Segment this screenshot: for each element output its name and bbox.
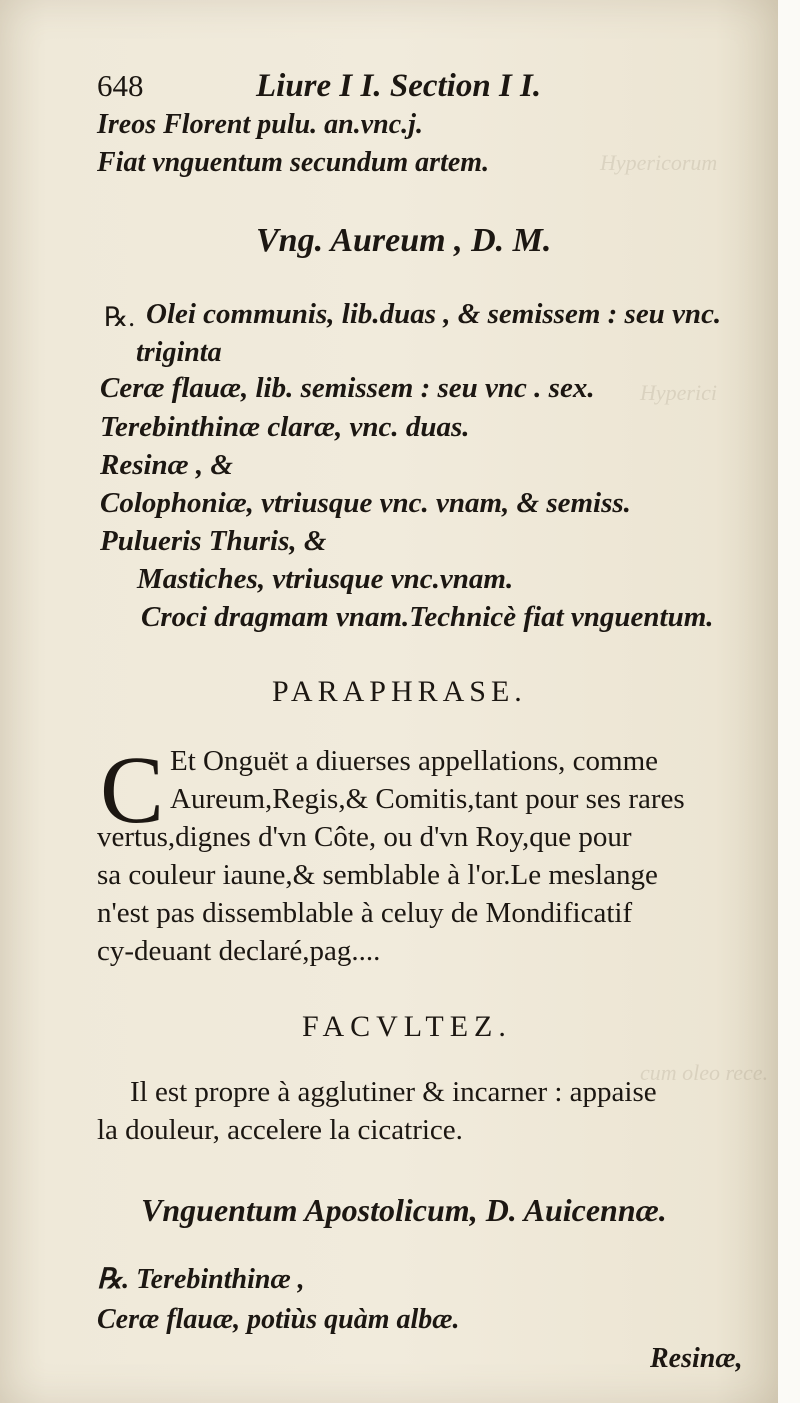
ingredient-line: Mastiches, vtriusque vnc.vnam.	[137, 563, 514, 595]
paraphrase-line: sa couleur iaune,& semblable à l'or.Le meslange	[97, 859, 658, 891]
text-line: Ireos Florent pulu. an.vnc.j.	[97, 109, 423, 140]
ingredient-line: ℞. Terebinthinæ ,	[97, 1264, 305, 1295]
paraphrase-line: vertus,dignes d'vn Côte, ou d'vn Roy,que pour	[97, 821, 632, 853]
drop-cap: C	[100, 736, 165, 843]
paraphrase-line: n'est pas dissemblable à celuy de Mondificatif	[97, 897, 633, 929]
ingredient-line: Ceræ flauæ, potiùs quàm albæ.	[97, 1304, 460, 1335]
paraphrase-line: Aureum,Regis,& Comitis,tant pour ses rares	[170, 783, 685, 815]
text-line: Fiat vnguentum secundum artem.	[97, 147, 490, 178]
ingredient-line: triginta	[136, 337, 222, 368]
facultez-line: la douleur, accelere la cicatrice.	[97, 1114, 463, 1146]
running-title: Liure I I. Section I I.	[256, 68, 542, 104]
section-heading: PARAPHRASE.	[272, 675, 527, 708]
paraphrase-line: Et Onguët a diuerses appellations, comme	[170, 745, 659, 777]
ingredient-line: Colophoniæ, vtriusque vnc. vnam, & semiss.	[100, 487, 631, 519]
recipe-sign: ℞.	[104, 302, 135, 332]
facultez-line: Il est propre à agglutiner & incarner : appaise	[130, 1076, 657, 1108]
bleed-through: Hypericorum	[600, 150, 718, 175]
section-heading: FACVLTEZ.	[302, 1010, 512, 1043]
ingredient-line: Olei communis, lib.duas , & semissem : seu vnc.	[146, 298, 722, 330]
ingredient-line: Pulueris Thuris, &	[100, 525, 327, 557]
paraphrase-line: cy-deuant declaré,pag....	[97, 935, 381, 967]
bleed-through: Hyperici	[640, 380, 717, 405]
ingredient-line: Terebinthinæ claræ, vnc. duas.	[100, 411, 470, 443]
page-edge	[778, 0, 800, 1403]
ingredient-line: Resinæ , &	[100, 449, 233, 481]
catchword: Resinæ,	[650, 1343, 743, 1374]
bleed-through: cum oleo rece.	[640, 1060, 769, 1085]
ingredient-line: Ceræ flauæ, lib. semissem : seu vnc . sex.	[100, 372, 595, 404]
recipe-title: Vnguentum Apostolicum, D. Auicennæ.	[141, 1192, 667, 1228]
page-number: 648	[97, 68, 144, 103]
ingredient-line: Croci dragmam vnam.Technicè fiat vnguentum.	[141, 601, 714, 633]
recipe-title: Vng. Aureum , D. M.	[256, 222, 552, 259]
